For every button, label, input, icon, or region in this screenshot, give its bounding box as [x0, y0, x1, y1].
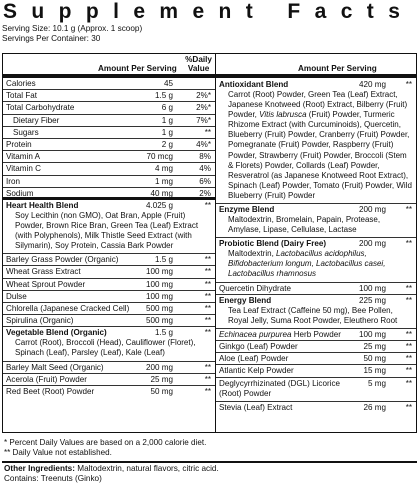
ingredient-row: Echinacea purpurea Herb Powder 100 mg ** [216, 329, 416, 341]
nutrient-row: Sodium 40 mg 2% [3, 188, 215, 200]
blend-ingredients: Carrot (Root) Powder, Green Tea (Leaf) Extract, Japanese Knotweed (Root) Extract, Bilberry (Fruit) Powder, Vitis labrusca (Fruit) Powder, Turmeric Rhizome Extract (with Curcuminoids), Quercetin, Blueberry (Fruit) Powder, Cranberry (Fruit) Powder, Pomegranate (Fruit) Powder, Raspberry (Fruit) Powder, Strawberry (Fruit) Powder, Broccoli (Stem & Florets) Powder, Collards (Leaf) Powder, Resveratrol (as Japanese Knotweed Root Extract), Spinach (Leaf) Powder, Tomato (Fruit) Powder, Wild Blueberry (Fruit) Powder [228, 90, 412, 200]
ingredient-row: Stevia (Leaf) Extract 26 mg ** [219, 402, 412, 412]
ingredient-row: Acerola (Fruit) Powder 25 mg ** [3, 374, 215, 386]
ingredient-row: Ginkgo (Leaf) Powder 25 mg ** [216, 341, 416, 353]
probiotic-blend: Probiotic Blend (Dairy Free) 200 mg ** Maltodextrin, Lactobacillus acidophilus, Bifidobacterium longum, Lactobacillus casei, Lactobacillus rhamnosus [216, 238, 416, 282]
nutrient-row: Total Fat 1.5 g 2%* [3, 90, 215, 102]
divider [2, 461, 417, 463]
ingredient-row: Chlorella (Japanese Cracked Cell) 500 mg ** [3, 303, 215, 315]
right-header [216, 54, 416, 78]
ingredient-row: Aloe (Leaf) Powder 50 mg ** [216, 353, 416, 365]
serving-size: Serving Size: 10.1 g (Approx. 1 scoop) [2, 24, 143, 33]
footnotes [4, 438, 206, 458]
daily-value-heading: %Daily Value [185, 55, 212, 73]
ingredient-row: Quercetin Dihydrate 100 mg ** [216, 283, 416, 295]
heart-health-blend: Heart Health Blend 4.025 g ** Soy Lecithin (non GMO), Oat Bran, Apple (Fruit) Powder, Brown Rice Bran, Green Tea (Leaf) Extract (with Polyphenols), Milk Thistle Seed Extract (with Silymarin), Soy Protein, Cassia Bark Powder [3, 200, 215, 254]
blend-ingredients: Maltodextrin, Bromelain, Papain, Protease, Amylase, Lipase, Cellulase, Lactase [228, 215, 381, 235]
nutrient-row: Iron 1 mg 6% [3, 176, 215, 188]
ingredient-row: Barley Malt Seed (Organic) 200 mg ** [3, 362, 215, 374]
vegetable-blend: Vegetable Blend (Organic) 1.5 g ** Carrot (Root), Broccoli (Head), Cauliflower (Floret), Spinach (Leaf), Parsley (Leaf), Kale (Leaf) [3, 327, 215, 361]
blend-ingredients: Soy Lecithin (non GMO), Oat Bran, Apple (Fruit) Powder, Brown Rice Bran, Green Tea (Leaf) Extract (with Polyphenols), Milk Thistle Seed Extract (with Silymarin), Soy Protein, Cassia Bark Powder [15, 210, 199, 251]
supplement-facts-label [2, 1, 417, 487]
facts-table [2, 53, 417, 433]
blend-ingredients: Tea Leaf Extract (Caffeine 50 mg), Bee Pollen, Royal Jelly, Suma Root Powder, Eleuthero Root [228, 305, 398, 325]
ingredient-row: Deglycyrrhizinated (DGL) Licorice 5 mg ** (Root) Powder [216, 378, 416, 402]
servings-per-container: Servings Per Container: 30 [2, 34, 101, 43]
allergen-statement: Contains: Treenuts (Ginko) [4, 474, 102, 484]
left-column [3, 54, 216, 432]
nutrient-row: Calories 45 [3, 78, 215, 90]
footnote-daily-values: * Percent Daily Values are based on a 2,000 calorie diet. [4, 438, 207, 447]
enzyme-blend: Enzyme Blend 200 mg ** Maltodextrin, Bromelain, Papain, Protease, Amylase, Lipase, Cellulase, Lactase [216, 204, 416, 238]
ingredient-row: Atlantic Kelp Powder 15 mg ** [216, 365, 416, 377]
left-header [3, 54, 215, 78]
other-ingredients: Other Ingredients: Maltodextrin, natural flavors, citric acid. Contains: Treenuts (Ginko) [4, 464, 219, 484]
ingredient-row: Dulse 100 mg ** [3, 291, 215, 303]
label-title: Supplement Facts [3, 0, 415, 23]
ingredient-row: Wheat Sprout Powder 100 mg ** [3, 279, 215, 291]
ingredient-row: Red Beet (Root) Powder 50 mg ** [6, 386, 211, 396]
nutrient-row: Protein 2 g 4%* [3, 139, 215, 151]
amount-per-serving-heading: Amount Per Serving [298, 63, 377, 73]
nutrient-row: Dietary Fiber 1 g 7%* [3, 115, 215, 127]
blend-ingredients: Maltodextrin, Lactobacillus acidophilus, Bifidobacterium longum, Lactobacillus casei, Lactobacillus rhamnosus [228, 249, 386, 279]
energy-blend: Energy Blend 225 mg ** Tea Leaf Extract (Caffeine 50 mg), Bee Pollen, Royal Jelly, Suma Root Powder, Eleuthero Root [216, 295, 416, 329]
footnote-not-established: ** Daily Value not established. [4, 448, 112, 458]
blend-ingredients: Carrot (Root), Broccoli (Head), Cauliflower (Floret), Spinach (Leaf), Parsley (Leaf), Kale (Leaf) [15, 338, 196, 358]
nutrient-row: Sugars 1 g ** [3, 127, 215, 139]
antioxidant-blend: Antioxidant Blend 420 mg ** Carrot (Root) Powder, Green Tea (Leaf) Extract, Japanese Knotweed (Root) Extract, Bilberry (Fruit) Powder, Vitis labrusca (Fruit) Powder, Turmeric Rhizome Extract (with Curcuminoids), Quercetin, Blueberry (Fruit) Powder, Cranberry (Fruit) Powder, Pomegranate (Fruit) Powder, Raspberry (Fruit) Powder, Strawberry (Fruit) Powder, Broccoli (Stem & Florets) Powder, Collards (Leaf) Powder, Resveratrol (as Japanese Knotweed Root Extract), Spinach (Leaf) Powder, Tomato (Fruit) Powder, Wild Blueberry (Fruit) Powder [216, 79, 416, 204]
ingredient-row: Spirulina (Organic) 500 mg ** [3, 315, 215, 327]
nutrient-row: Vitamin C 4 mg 4% [3, 163, 215, 175]
amount-per-serving-heading: Amount Per Serving [98, 63, 177, 73]
nutrient-row: Total Carbohydrate 6 g 2%* [3, 102, 215, 114]
ingredient-row: Barley Grass Powder (Organic) 1.5 g ** [3, 254, 215, 266]
nutrient-row: Vitamin A 70 mcg 8% [3, 151, 215, 163]
ingredient-row: Wheat Grass Extract 100 mg ** [3, 266, 215, 278]
right-column [216, 54, 416, 432]
